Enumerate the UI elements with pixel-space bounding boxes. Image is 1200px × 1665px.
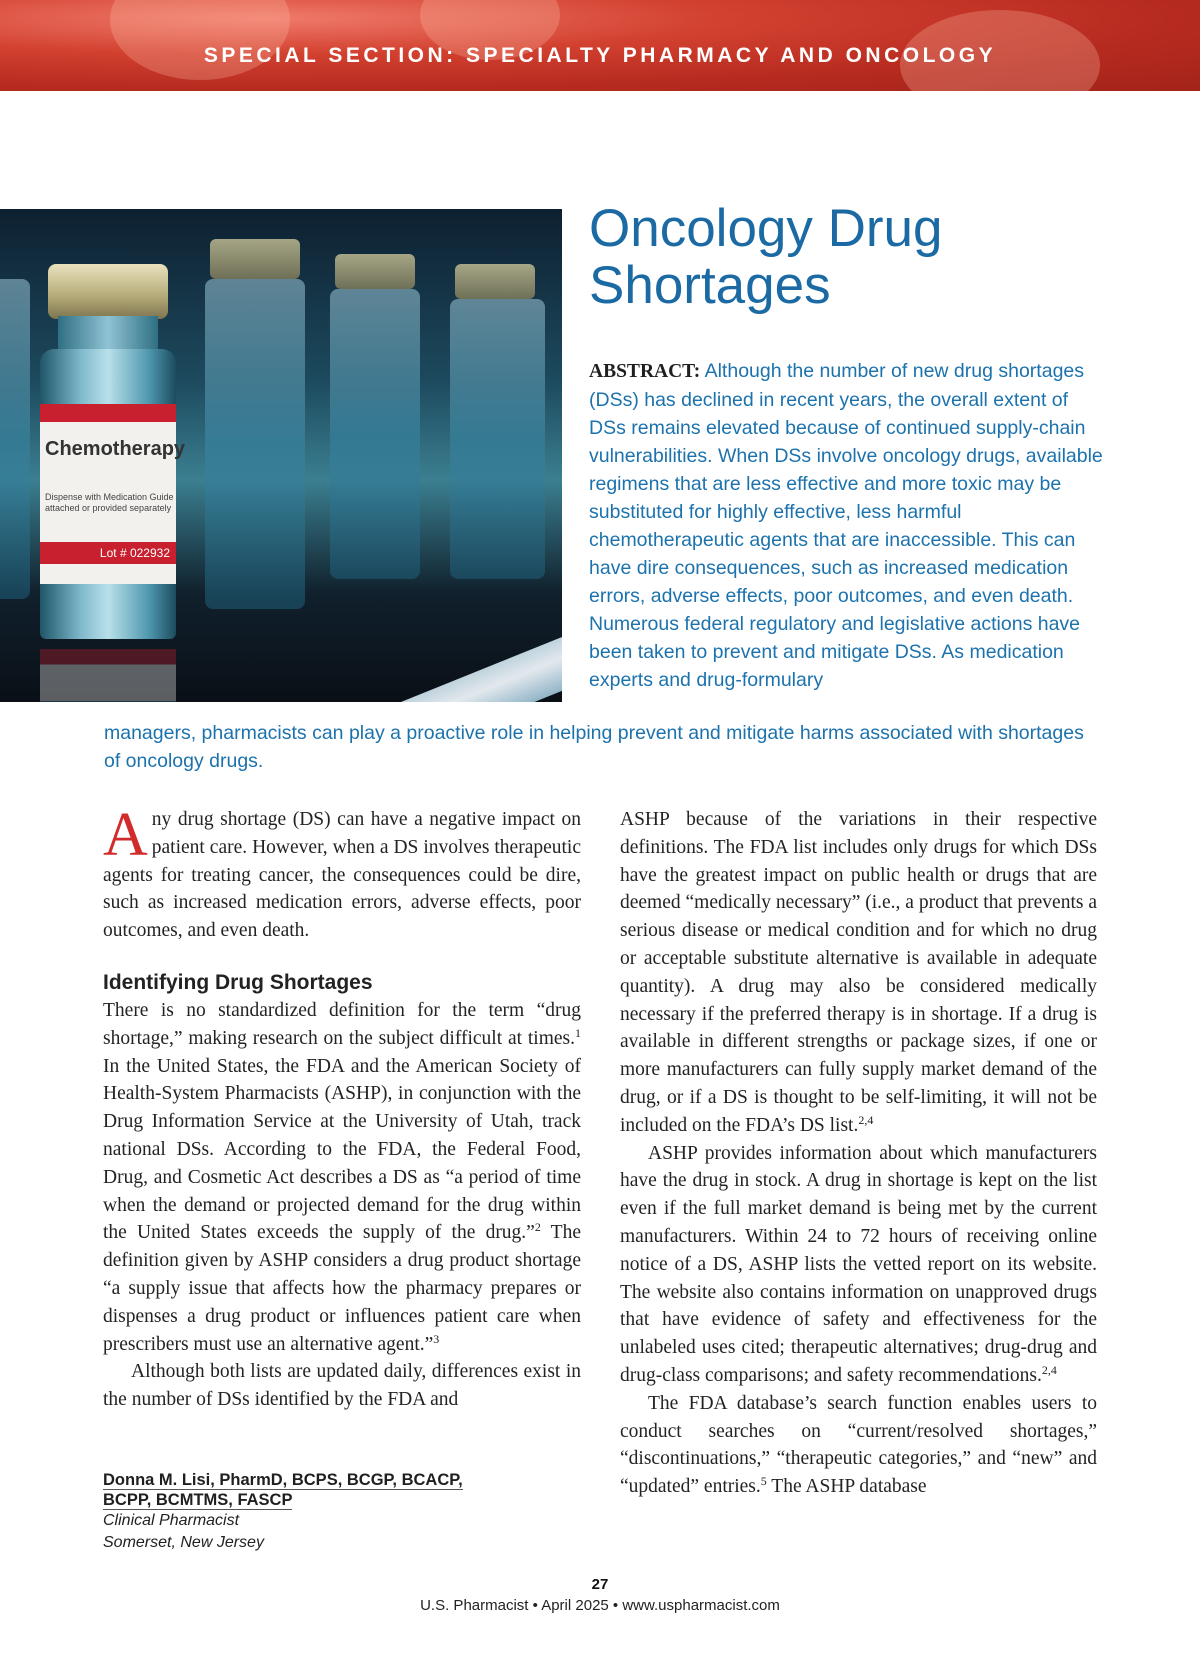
author-name-line: BCPP, BCMTMS, FASCP (103, 1491, 293, 1509)
chemotherapy-vial-photo (0, 209, 562, 702)
background-vial (205, 279, 305, 609)
vial-label-fine-print (45, 492, 174, 514)
abstract-continued: managers, pharmacists can play a proactive role in helping prevent and mitigate harms associated with shortages of oncology drugs. (104, 722, 1084, 772)
author-name (103, 1490, 583, 1510)
reference-superscript: 2,4 (1041, 1362, 1057, 1377)
body-paragraph (620, 806, 1097, 1140)
body-paragraph: Although both lists are updated daily, differences exist in the number of DSs identified by the FDA and (103, 1361, 581, 1411)
vial-label-stripe (40, 404, 176, 422)
background-vial-cap (335, 254, 415, 289)
abstract-text: Although the number of new drug shortages (DSs) has declined in recent years, the overall extent of DSs remains elevated because of continued supply-chain vulnerabilities. When DSs involve oncology drugs, available regimens that are less effective and more toxic may be substituted for highly effective, less harmful chemotherapeutic agents that are inaccessible. This can have dire consequences, such as increased medication errors, adverse effects, poor outcomes, and even death. Numerous federal regulatory and legislative actions have been taken to prevent and mitigate DSs. As medication experts and drug-formulary (589, 360, 1103, 691)
background-vial-cap (455, 264, 535, 299)
background-vial (450, 299, 545, 579)
background-vial (330, 289, 420, 579)
paragraph-text: The FDA database’s search function enables users to conduct searches on “current/resolved shortages,” “discontinuations,” “therapeutic categories,” and “new” and “updated” entries. (620, 1392, 1097, 1498)
drop-cap: A (103, 801, 148, 869)
reference-superscript: 2,4 (858, 1112, 874, 1127)
reference-superscript: 1 (575, 1025, 581, 1040)
section-banner (0, 0, 1200, 91)
vial-fine-print-line: attached or provided separately (45, 503, 172, 513)
page-number: 27 (591, 1576, 609, 1593)
vial-lot-number: Lot # 022932 (99, 546, 170, 560)
reference-superscript: 3 (433, 1331, 440, 1346)
body-paragraph (620, 1390, 1097, 1501)
body-paragraph (620, 1140, 1097, 1390)
publication-footer: U.S. Pharmacist • April 2025 • www.uspharmacist.com (420, 1597, 780, 1614)
body-column-right (620, 806, 1097, 1501)
body-paragraph (103, 997, 581, 1358)
vial-label (40, 404, 186, 584)
author-name (103, 1470, 583, 1490)
section-heading: Identifying Drug Shortages (103, 970, 373, 994)
paragraph-text: The definition given by ASHP considers a drug product shortage “a supply issue that affects how the pharmacy prepares or dispenses a drug product or influences patient care when prescribers must use an alternative agent.” (103, 1222, 581, 1355)
vial-cap (48, 264, 168, 319)
reference-superscript: 2 (534, 1220, 541, 1235)
abstract-label: ABSTRACT: (589, 361, 701, 382)
author-location: Somerset, New Jersey (103, 1534, 264, 1551)
reference-superscript: 5 (760, 1474, 767, 1489)
author-name-line: Donna M. Lisi, PharmD, BCPS, BCGP, BCACP, (103, 1471, 463, 1489)
syringe (231, 621, 562, 702)
intro-paragraph (103, 801, 581, 945)
paragraph-text: There is no standardized definition for the term “drug shortage,” making research on the subject difficult at times. (103, 999, 581, 1049)
vial-fine-print-line: Dispense with Medication Guide (45, 492, 174, 502)
abstract (589, 357, 1109, 694)
vial-reflection (40, 649, 176, 702)
author-byline (103, 1470, 583, 1554)
section-label: SPECIAL SECTION: SPECIALTY PHARMACY AND ONCOLOGY (203, 44, 997, 67)
paragraph-text: ASHP provides information about which manufacturers have the drug in stock. A drug in shortage is kept on the list even if the full market demand is being met by the current manufacturers. Within 24 to 72 hours of receiving online notice of a DS, ASHP lists the vetted report on its website. The website also contains information on unapproved drugs that have evidence of safety and effectiveness for the unlabeled uses cited; therapeutic alternatives; drug-drug and drug-class comparisons; and safety recommendations. (620, 1142, 1097, 1386)
vial-neck (58, 316, 158, 351)
background-vial (0, 279, 30, 599)
body-column-left (103, 801, 581, 1414)
vial-label-title: Chemotherapy (45, 438, 186, 460)
paragraph-text: The ASHP database (766, 1476, 927, 1498)
chemotherapy-vial (38, 264, 186, 702)
banner-pill-shape (110, 0, 290, 80)
paragraph-text: In the United States, the FDA and the American Society of Health-System Pharmacists (ASHP), in conjunction with the Drug Information Service at the University of Utah, track national DSs. According to the FDA, the Federal Food, Drug, and Cosmetic Act describes a DS as “a period of time when the demand or projected demand for the drug within the United States exceeds the supply of the drug.” (103, 1055, 581, 1244)
intro-text: ny drug shortage (DS) can have a negative impact on patient care. However, when a DS involves therapeutic agents for treating cancer, the consequences could be dire, such as increased medication errors, adverse effects, poor outcomes, and even death. (103, 809, 581, 942)
author-title: Clinical Pharmacist (103, 1512, 240, 1529)
article-title: Oncology Drug Shortages (589, 199, 943, 315)
paragraph-text: ASHP because of the variations in their respective definitions. The FDA list includes only drugs for which DSs have the greatest impact on public health or drugs that are deemed “medically necessary” (i.e., a product that prevents a serious disease or medical condition and for which no drug or acceptable substitute alternative is available in adequate quantity). A drug may also be considered medically necessary if the preferred therapy is in shortage. If a drug is available in different strengths or package sizes, if one or more manufacturers can fully supply market demand of the drug, or if a DS is thought to be self-limiting, it will not be included on the FDA’s DS list. (620, 809, 1097, 1136)
background-vial-cap (210, 239, 300, 279)
